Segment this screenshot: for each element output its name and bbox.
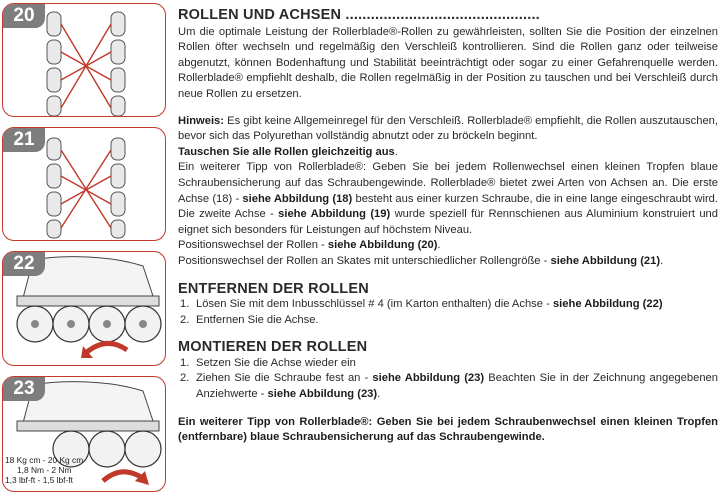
- list-item: 2. Entfernen Sie die Achse.: [180, 313, 319, 326]
- mount-steps-list: [178, 356, 718, 403]
- instructions-text: [178, 8, 718, 446]
- position-change-mixed-line: Positionswechsel der Rollen an Skates mit unterschiedlicher Rollengröße - siehe Abbildung (21).: [178, 254, 664, 267]
- remove-steps-list: [178, 297, 718, 328]
- figure-number: 21: [3, 128, 45, 152]
- ref-figure-21: siehe Abbildung (21): [550, 254, 661, 267]
- intro-paragraph: Um die optimale Leistung der Rollerblade®-Rollen zu gewährleisten, sollten Sie die Position der einzelnen Rollen öfter wechseln und regelmäßig den Verschleiß kontrollieren. Sind die Rollen ganz oder teilweise abgenutzt, können Bodenhaftung und Stabilität beeinträchtigt oder sogar zu einer Gefahrenquelle werden. Rollerblade® empfiehlt deshalb, die Rollen regelmäßig in der Position zu tauschen und bei Verschleiß durch neue Rollen zu ersetzen.: [178, 25, 718, 100]
- ref-figure-18: siehe Abbildung (18): [242, 192, 353, 205]
- ref-figure-23: siehe Abbildung (23): [372, 372, 485, 385]
- figure-number: 23: [3, 377, 45, 401]
- position-change-line: Positionswechsel der Rollen - siehe Abbildung (20).: [178, 239, 441, 252]
- section-title-remove-wheels: ENTFERNEN DER ROLLEN: [178, 280, 369, 297]
- list-item: 1. Lösen Sie mit dem Inbusschlüssel # 4 (im Karton enthalten) die Achse - siehe Abbildung (22): [180, 298, 663, 311]
- figure-number: 20: [3, 4, 45, 28]
- hinweis-paragraph: Hinweis: Es gibt keine Allgemeinregel für den Verschleiß. Rollerblade® empfiehlt, die Rollen auszutauschen, bevor sich das Polyurethan vollständig abnutzt oder zu bröckeln beginnt.: [178, 114, 718, 143]
- figure-20: [2, 3, 166, 117]
- tip-axles-paragraph: Ein weiterer Tipp von Rollerblade®: Geben Sie bei jedem Rollenwechsel einen kleinen Tropfen blaue Schraubensicherung auf das Schraubengewinde. Rollerblade® bietet zwei Arten von Achsen an. Die erste Achse (18) - siehe Abbildung (18) besteht aus einer kurzen Schraube, die in eine lange eingeschraubt wird. Die zweite Achse - siehe Abbildung (19) wurde speziell für Rennschienen aus Aluminium konstruiert und eignet sich besonders für Leistungen auf höchstem Niveau.: [178, 161, 718, 236]
- ref-figure-19: siehe Abbildung (19): [278, 208, 391, 221]
- list-item: 2. Ziehen Sie die Schraube fest an - siehe Abbildung (23) Beachten Sie in der Zeichnung angegebenen Anziehwerte - siehe Abbildung (23).: [180, 372, 718, 401]
- torque-nm: 1,8 Nm - 2 Nm: [17, 465, 72, 475]
- figure-22: [2, 251, 166, 366]
- section-title-wheels-axles: ROLLEN UND ACHSEN ..............................................: [178, 7, 540, 23]
- ref-figure-20: siehe Abbildung (20): [327, 239, 438, 252]
- torque-kgcm: 18 Kg cm - 20 Kg cm: [5, 455, 84, 465]
- figure-number: 22: [3, 252, 45, 276]
- figure-21: [2, 127, 166, 241]
- section-title-mount-wheels: MONTIEREN DER ROLLEN: [178, 339, 368, 356]
- torque-lbf: 1,3 lbf-ft - 1,5 lbf-ft: [5, 475, 73, 485]
- ref-figure-22: siehe Abbildung (22): [552, 298, 663, 311]
- ref-figure-23-second: siehe Abbildung (23): [267, 388, 378, 401]
- list-item: 1. Setzen Sie die Achse wieder ein: [180, 356, 356, 369]
- torque-values: [5, 455, 83, 485]
- figure-23: [2, 376, 166, 492]
- final-tip-paragraph: Ein weiterer Tipp von Rollerblade®: Geben Sie bei jedem Schraubenwechsel einen kleinen Tropfen (entfernbare) blaue Schraubensicherung auf das Schraubengewinde.: [178, 415, 718, 444]
- hinweis-label: Hinweis:: [178, 114, 225, 127]
- rotate-all-note: Tauschen Sie alle Rollen gleichzeitig aus.: [178, 145, 398, 158]
